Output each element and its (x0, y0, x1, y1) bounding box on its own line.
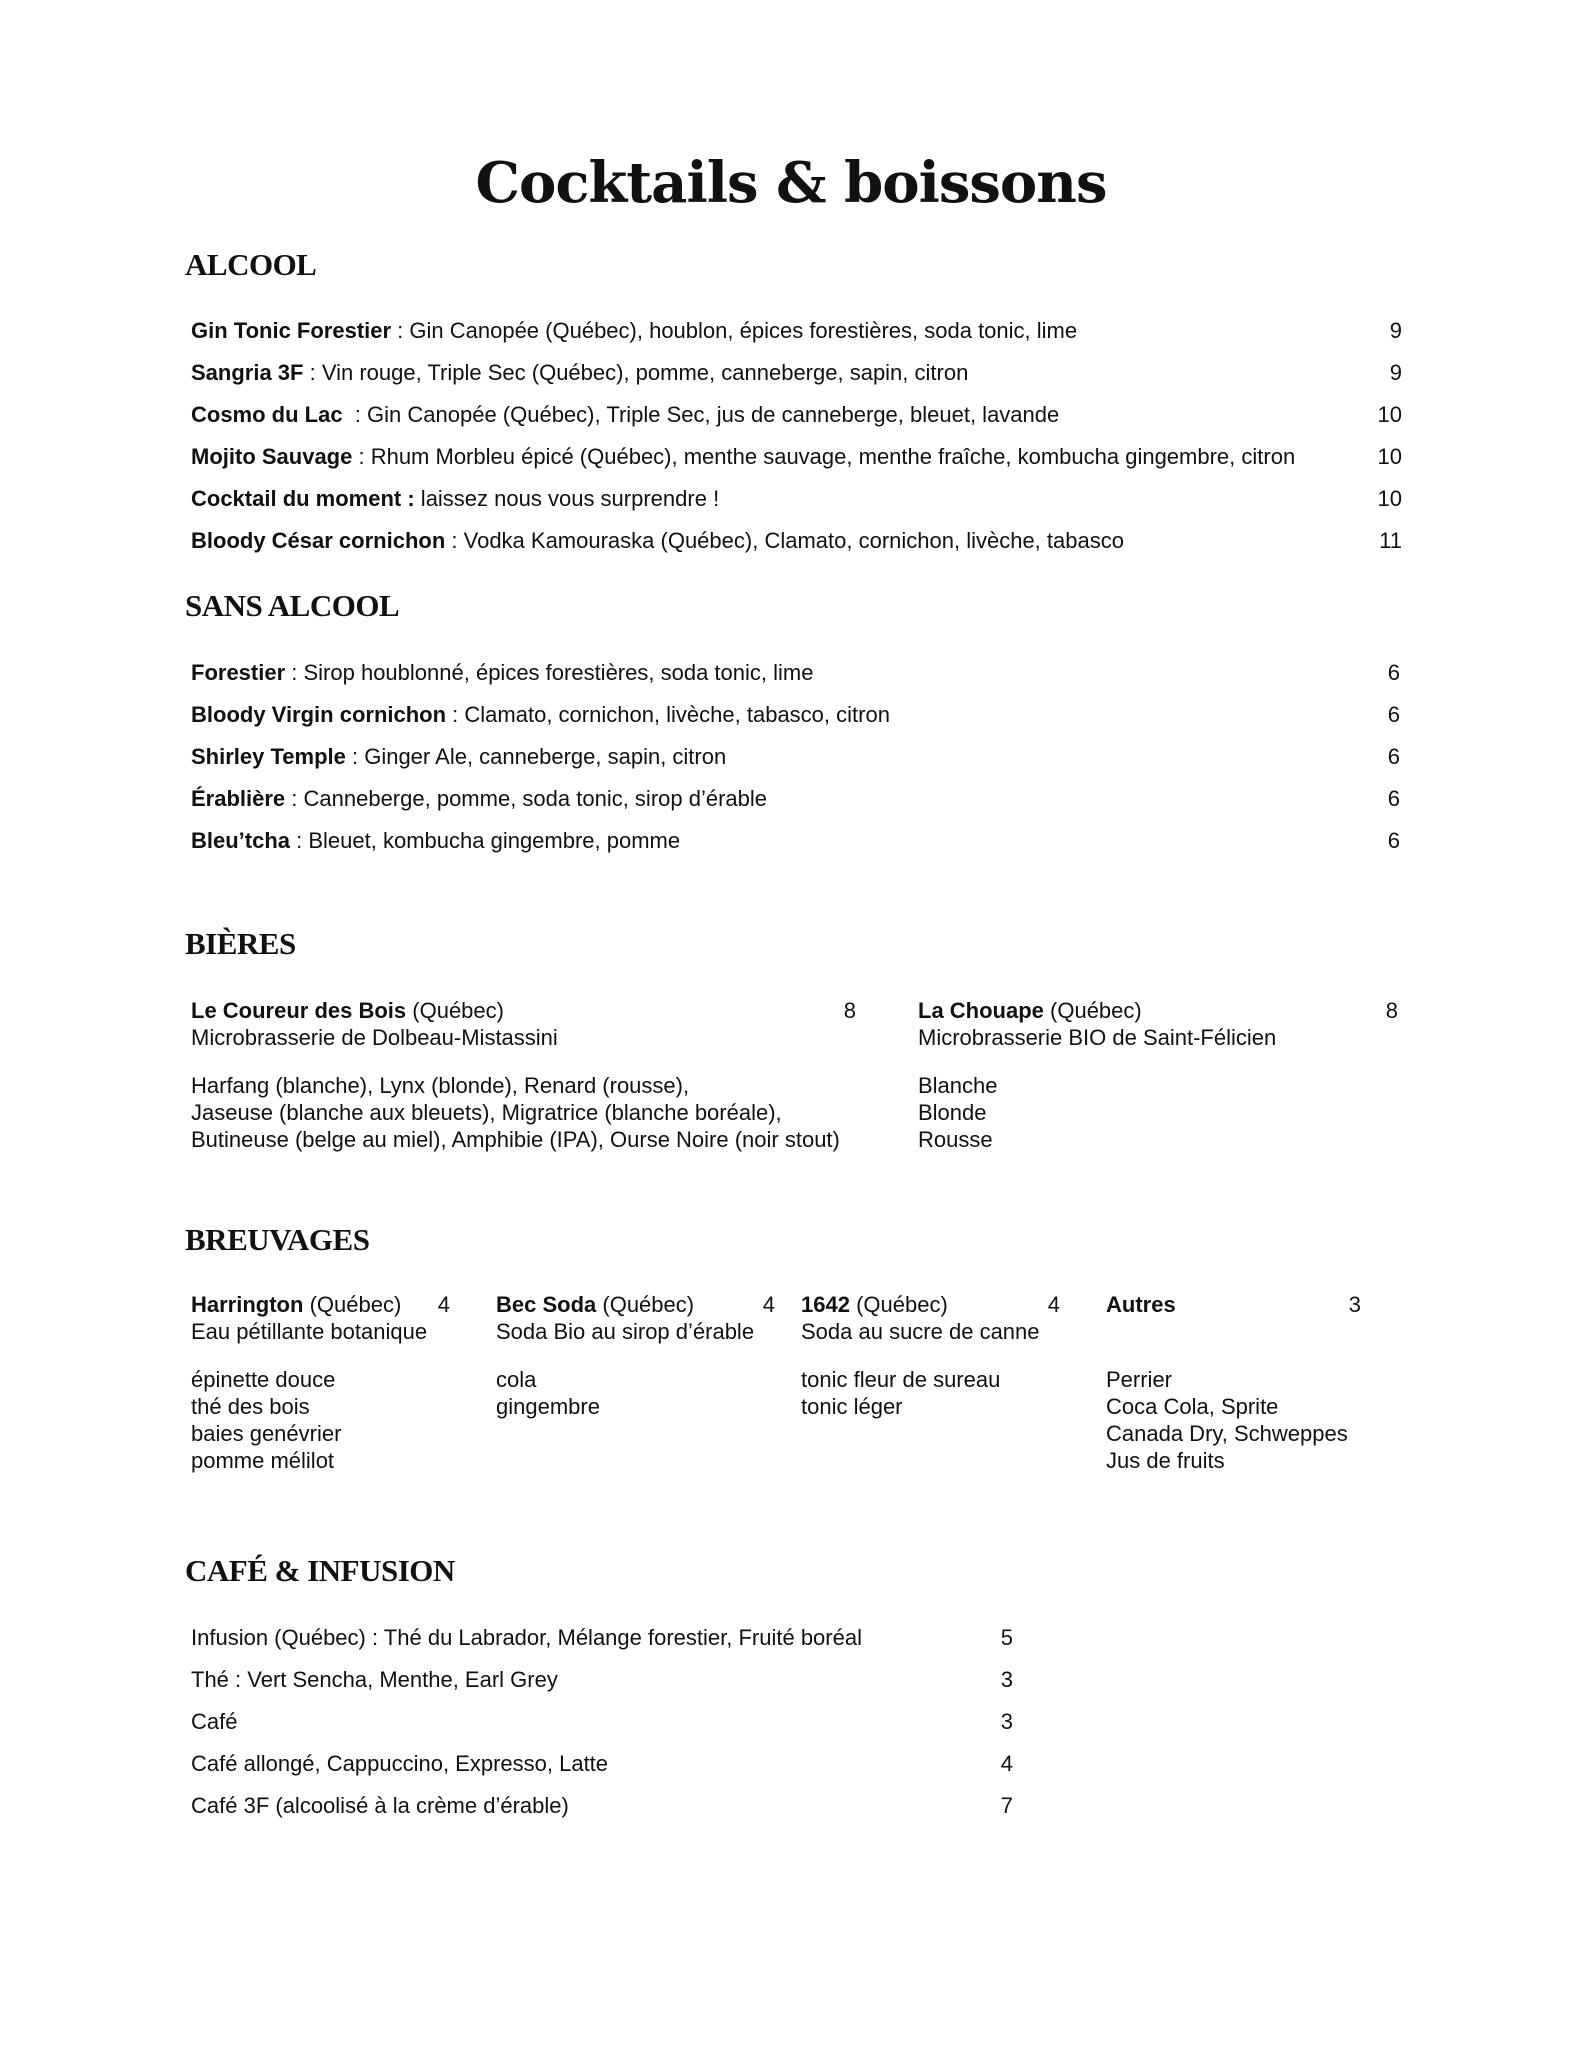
menu-item (191, 1743, 1013, 1785)
item-name: Sangria 3F (191, 360, 304, 385)
item-price: 4 (1000, 1751, 1013, 1776)
item-description: : Rhum Morbleu épicé (Québec), menthe sauvage, menthe fraîche, kombucha gingembre, citron (352, 444, 1296, 469)
beverage-price: 4 (437, 1292, 450, 1317)
item-description: : Canneberge, pomme, soda tonic, sirop d’érable (285, 786, 768, 811)
beer-name: La Chouape (918, 998, 1044, 1023)
item-description: : Vodka Kamouraska (Québec), Clamato, cornichon, livèche, tabasco (445, 528, 1124, 553)
beverage-block (801, 1291, 1060, 1420)
alcool-list (191, 310, 1402, 562)
beverage-origin: (Québec) (303, 1292, 402, 1317)
menu-item (191, 310, 1402, 352)
beverage-origin: (Québec) (849, 1292, 948, 1317)
item-name: Gin Tonic Forestier (191, 318, 392, 343)
menu-item (191, 652, 1400, 694)
section-title-alcool: ALCOOL (185, 247, 317, 282)
menu-item (191, 478, 1402, 520)
item-price: 6 (1387, 786, 1400, 811)
beverage-name: Autres (1106, 1292, 1176, 1317)
beverage-price: 3 (1348, 1292, 1361, 1317)
beverage-flavor: Jus de fruits (1106, 1448, 1225, 1473)
item-name: Bloody Virgin cornichon (191, 702, 447, 727)
menu-item (191, 778, 1400, 820)
beverage-flavor: pomme mélilot (191, 1448, 335, 1473)
beer-list-line: Blonde (918, 1100, 987, 1125)
item-price: 6 (1387, 660, 1400, 685)
beverage-subtitle: Soda Bio au sirop d’érable (496, 1319, 755, 1344)
cafe-list (191, 1617, 1013, 1827)
beer-block (918, 997, 1398, 1153)
menu-item (191, 694, 1400, 736)
item-price: 3 (1000, 1709, 1013, 1734)
item-price: 9 (1389, 360, 1402, 385)
beverage-flavor: tonic fleur de sureau (801, 1367, 1001, 1392)
beverage-name: 1642 (801, 1292, 850, 1317)
beer-list-line: Jaseuse (blanche aux bleuets), Migratrice (blanche boréale), (191, 1100, 782, 1125)
item-description: : Bleuet, kombucha gingembre, pomme (290, 828, 681, 853)
item-name: Bleu’tcha (191, 828, 291, 853)
menu-item (191, 1701, 1013, 1743)
item-price: 11 (1379, 528, 1402, 553)
menu-item (191, 1785, 1013, 1827)
item-price: 10 (1377, 486, 1402, 511)
beer-block (191, 997, 856, 1153)
item-name: Shirley Temple (191, 744, 346, 769)
item-name: Mojito Sauvage (191, 444, 353, 469)
item-name: Cosmo du Lac (191, 402, 343, 427)
beverage-name: Harrington (191, 1292, 304, 1317)
item-description: : Gin Canopée (Québec), houblon, épices forestières, soda tonic, lime (391, 318, 1078, 343)
beer-origin: (Québec) (1043, 998, 1142, 1023)
section-title-breuvages: BREUVAGES (185, 1222, 370, 1257)
beverage-flavor: Perrier (1106, 1367, 1173, 1392)
page-title: Cocktails & boissons (475, 150, 1107, 216)
beverage-subtitle (1106, 1318, 1361, 1345)
item-description: : Sirop houblonné, épices forestières, soda tonic, lime (285, 660, 814, 685)
beverage-price: 4 (1047, 1292, 1060, 1317)
menu-item (191, 1659, 1013, 1701)
menu-item (191, 352, 1402, 394)
item-price: 6 (1387, 828, 1400, 853)
beverage-flavor: gingembre (496, 1394, 600, 1419)
item-description: : Gin Canopée (Québec), Triple Sec, jus de canneberge, bleuet, lavande (342, 402, 1060, 427)
item-description: : Vin rouge, Triple Sec (Québec), pomme, canneberge, sapin, citron (303, 360, 969, 385)
item-description: Infusion (Québec) : Thé du Labrador, Mélange forestier, Fruité boréal (191, 1625, 862, 1650)
beverage-subtitle: Eau pétillante botanique (191, 1319, 428, 1344)
beverage-flavor: épinette douce (191, 1367, 336, 1392)
section-title-cafe: CAFÉ & INFUSION (185, 1553, 455, 1588)
section-title-sans-alcool: SANS ALCOOL (185, 588, 400, 623)
beverage-subtitle: Soda au sucre de canne (801, 1319, 1040, 1344)
beverage-flavor: Coca Cola, Sprite (1106, 1394, 1279, 1419)
item-description: : Clamato, cornichon, livèche, tabasco, citron (446, 702, 890, 727)
item-name: Bloody César cornichon (191, 528, 446, 553)
beverage-block (1106, 1291, 1361, 1474)
item-description: Café (191, 1709, 238, 1734)
item-description: Thé : Vert Sencha, Menthe, Earl Grey (191, 1667, 558, 1692)
menu-item (191, 820, 1400, 862)
item-name: Érablière (191, 786, 286, 811)
beverage-price: 4 (762, 1292, 775, 1317)
menu-item (191, 1617, 1013, 1659)
beverage-name: Bec Soda (496, 1292, 597, 1317)
beer-origin: (Québec) (406, 998, 504, 1023)
beverage-flavor: tonic léger (801, 1394, 903, 1419)
beer-name: Le Coureur des Bois (191, 998, 407, 1023)
beer-brewery: Microbrasserie BIO de Saint-Félicien (918, 1025, 1277, 1050)
item-price: 3 (1000, 1667, 1013, 1692)
item-name: Forestier (191, 660, 286, 685)
beer-list-line: Rousse (918, 1127, 993, 1152)
item-price: 6 (1387, 702, 1400, 727)
item-name: Cocktail du moment : (191, 486, 415, 511)
beer-list-line: Blanche (918, 1073, 998, 1098)
beer-brewery: Microbrasserie de Dolbeau-Mistassini (191, 1025, 558, 1050)
menu-item (191, 520, 1402, 562)
menu-item (191, 436, 1402, 478)
beer-price: 8 (1385, 998, 1398, 1023)
beverage-block (496, 1291, 775, 1420)
item-price: 10 (1377, 402, 1402, 427)
item-description: : Ginger Ale, canneberge, sapin, citron (345, 744, 727, 769)
item-price: 6 (1387, 744, 1400, 769)
item-description: Café allongé, Cappuccino, Expresso, Latte (191, 1751, 609, 1776)
section-title-bieres: BIÈRES (185, 926, 296, 961)
item-description: laissez nous vous surprendre ! (414, 486, 720, 511)
beverage-flavor: thé des bois (191, 1394, 310, 1419)
beverage-origin: (Québec) (596, 1292, 695, 1317)
beverage-flavor: baies genévrier (191, 1421, 342, 1446)
item-price: 5 (1000, 1625, 1013, 1650)
beer-list-line: Butineuse (belge au miel), Amphibie (IPA), Ourse Noire (noir stout) (191, 1127, 840, 1152)
beverage-flavor: Canada Dry, Schweppes (1106, 1421, 1348, 1446)
sans-alcool-list (191, 652, 1400, 862)
beer-list-line: Harfang (blanche), Lynx (blonde), Renard (rousse), (191, 1073, 690, 1098)
item-price: 7 (1000, 1793, 1013, 1818)
menu-item (191, 394, 1402, 436)
beverage-flavor: cola (496, 1367, 537, 1392)
item-price: 9 (1389, 318, 1402, 343)
item-description: Café 3F (alcoolisé à la crème d’érable) (191, 1793, 569, 1818)
item-price: 10 (1377, 444, 1402, 469)
beer-price: 8 (843, 998, 856, 1023)
beverage-block (191, 1291, 450, 1474)
menu-item (191, 736, 1400, 778)
